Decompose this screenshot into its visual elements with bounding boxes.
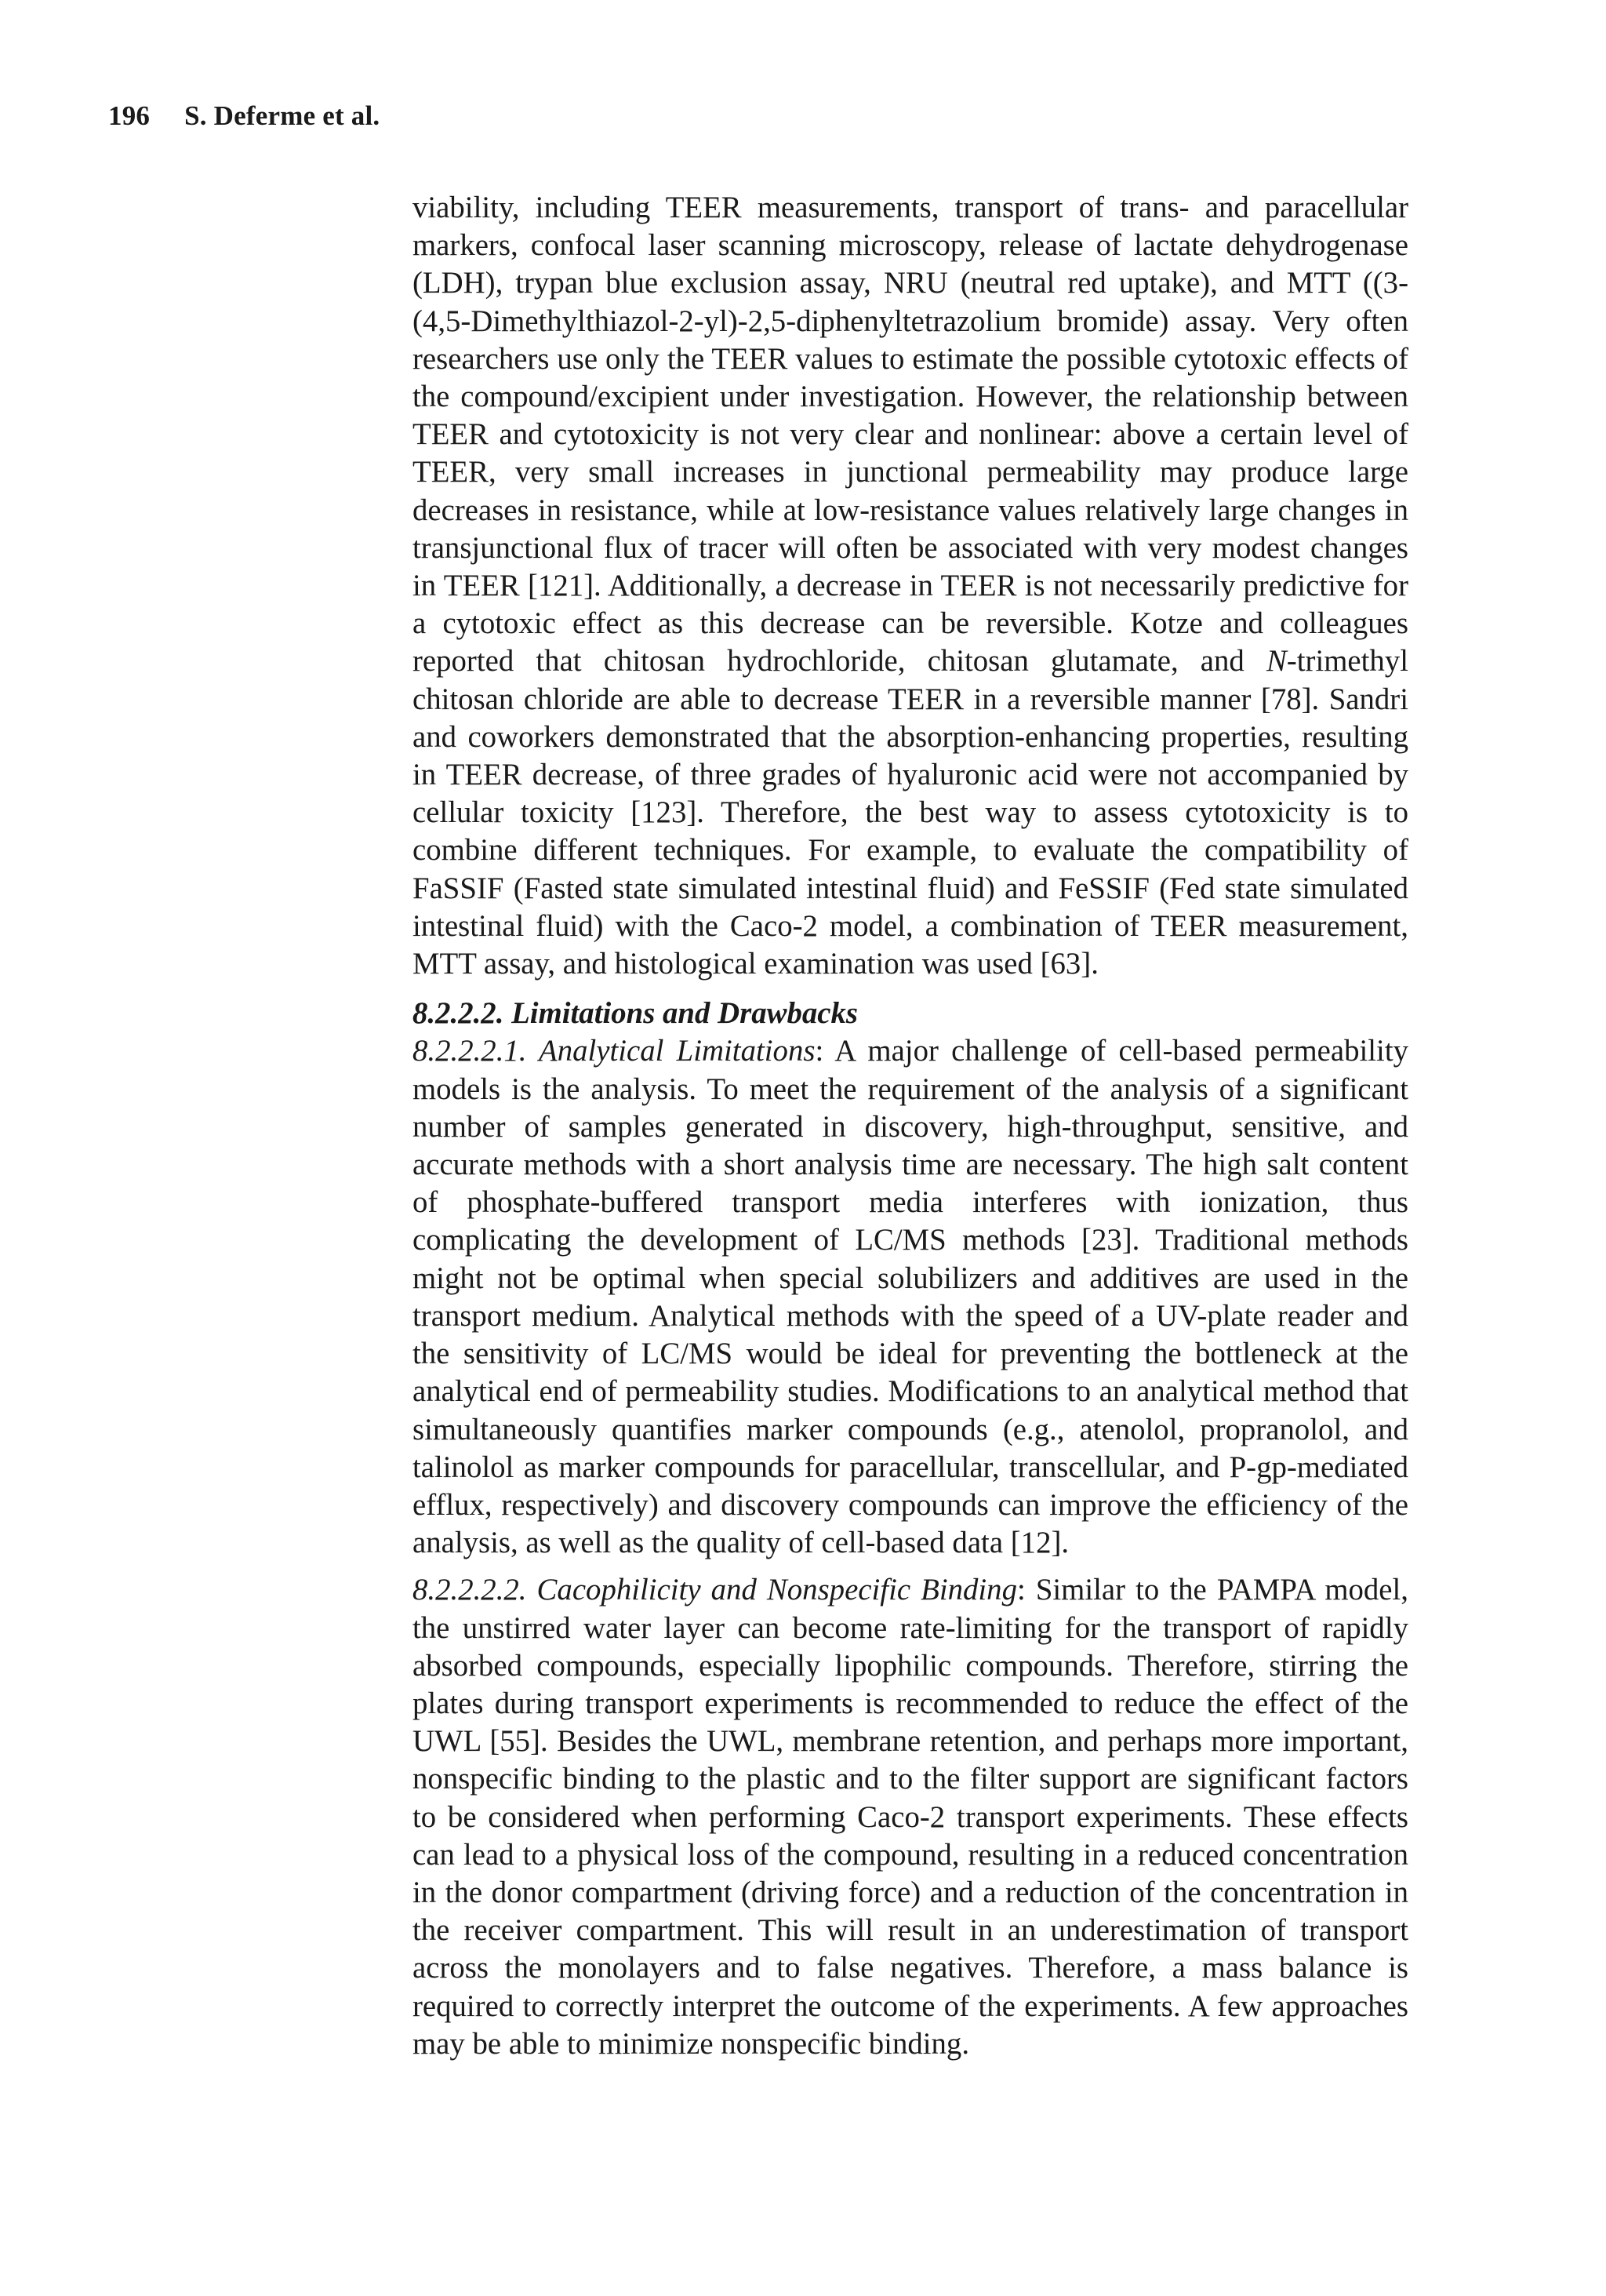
subsection-lead-analytical: 8.2.2.2.1. Analytical Limitations [412, 1034, 816, 1068]
paragraph-analytical-text: A major challenge of cell-based permeability models is the analysis. To meet the requirement of the analysis of a significant number of samples generated in discovery, high-throughput, sensitive, and accurate methods with a short analysis time are necessary. The high salt content of phosphate-buffered transport media interferes with ionization, thus complicating the development of LC/MS methods [23]. Traditional methods might not be optimal when special solubilizers and additives are used in the transport medium. Analytical methods with the speed of a UV-plate reader and the sensitivity of LC/MS would be ideal for preventing the bottleneck at the analytical end of permeability studies. Modifications to an analytical method that simultaneously quantifies marker compounds (e.g., atenolol, propranolol, and talinolol as marker compounds for paracellular, transcellular, and P-gp-mediated efflux, respectively) and discovery compounds can improve the efficiency of the analysis, as well as the quality of cell-based data [12]. [412, 1034, 1409, 1560]
paragraph-cacophilicity [412, 1571, 1408, 2063]
paragraph-cacophilicity-text: Similar to the PAMPA model, the unstirred water layer can become rate-limiting for the transport of rapidly absorbed compounds, especially lipophilic compounds. Therefore, stirring the plates during transport experiments is recommended to reduce the effect of the UWL [55]. Besides the UWL, membrane retention, and perhaps more important, nonspecific binding to the plastic and to the filter support are significant factors to be considered when performing Caco-2 transport experiments. These effects can lead to a physical loss of the compound, resulting in a reduced concentration in the donor compartment (driving force) and a reduction of the concentration in the receiver compartment. This will result in an underestimation of transport across the monolayers and to false negatives. Therefore, a mass balance is required to correctly interpret the outcome of the experiments. A few approaches may be able to minimize nonspecific binding. [412, 1573, 1408, 2061]
lead-colon: : [815, 1034, 824, 1068]
paragraph-viability-text-1: viability, including TEER measurements, transport of trans- and paracellular markers, confocal laser scanning microscopy, release of lactate dehydrogenase (LDH), trypan blue exclusion assay, NRU (neutral red uptake), and MTT ((3-(4,5-Dimethylthiazol-2-yl)-2,5-diphenyltetrazolium bromide) assay. Very often researchers use only the TEER values to estimate the possible cytotoxic effects of the compound/excipient under investigation. However, the relationship between TEER and cytotoxicity is not very clear and nonlinear: above a certain level of TEER, very small increases in junctional permeability may produce large decreases in resistance, while at low-resistance values relatively large changes in transjunctional flux of tracer will often be associated with very modest changes in TEER [121]. Additionally, a decrease in TEER is not necessarily predictive for a cytotoxic effect as this decrease can be reversible. Kotze and colleagues reported that chitosan hydrochloride, chitosan glutamate, and [412, 191, 1408, 679]
section-heading-limitations: 8.2.2.2. Limitations and Drawbacks [412, 996, 859, 1031]
running-head [108, 100, 380, 132]
italic-n: N [1266, 644, 1287, 679]
subsection-lead-cacophilicity: 8.2.2.2.2. Cacophilicity and Nonspecific Binding [412, 1573, 1017, 1607]
lead-colon: : [1016, 1573, 1026, 1607]
paragraph-viability-text-2: -trimethyl chitosan chloride are able to decrease TEER in a reversible manner [78]. Sandri and coworkers demonstrated that the absorption-enhancing properties, resulting in TEER decrease, of three grades of hyaluronic acid were not accompanied by cellular toxicity [123]. Therefore, the best way to assess cytotoxicity is to combine different techniques. For example, to evaluate the compatibility of FaSSIF (Fasted state simulated intestinal fluid) and FeSSIF (Fed state simulated intestinal fluid) with the Caco-2 model, a combination of TEER measurement, MTT assay, and histological examination was used [63]. [412, 644, 1408, 981]
page-number: 196 [108, 100, 151, 131]
main-text-column [412, 189, 1408, 2063]
paragraph-analytical-limitations [412, 1032, 1408, 1562]
running-head-authors: S. Deferme et al. [184, 100, 380, 131]
paragraph-viability [412, 189, 1408, 983]
